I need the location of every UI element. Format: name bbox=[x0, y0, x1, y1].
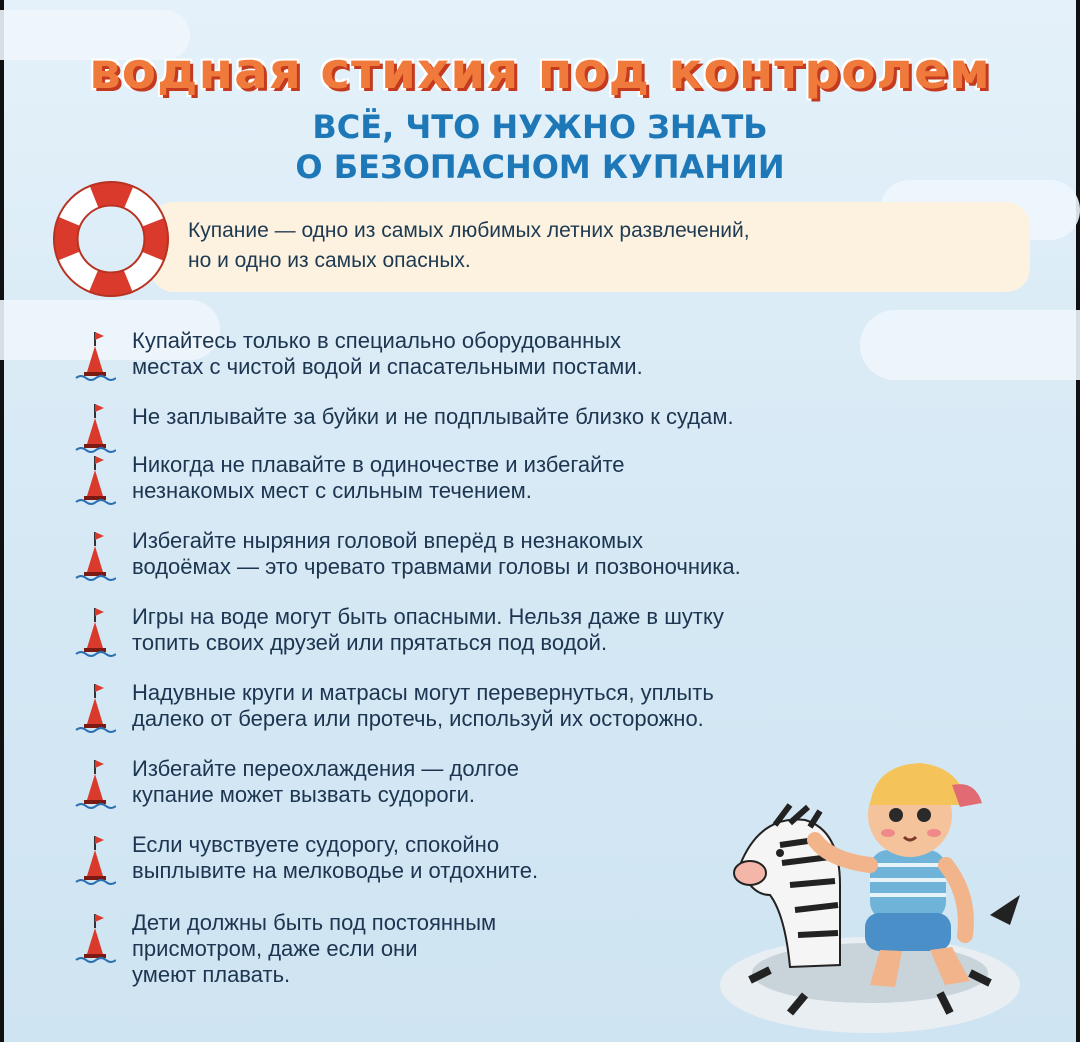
rule-text bbox=[132, 452, 952, 504]
lifebuoy-icon bbox=[52, 180, 170, 298]
rule-line: выплывите на мелководье и отдохните. bbox=[132, 858, 539, 883]
rule-line: Если чувствуете судорогу, спокойно bbox=[132, 832, 500, 857]
rule-line: присмотром, даже если они bbox=[132, 936, 418, 961]
rule-line: местах с чистой водой и спасательными постами. bbox=[132, 354, 643, 379]
intro-line: но и одно из самых опасных. bbox=[188, 249, 471, 272]
rule-line: Игры на воде могут быть опасными. Нельзя даже в шутку bbox=[132, 604, 724, 629]
buoy-icon bbox=[74, 452, 116, 508]
rule-line: водоёмах — это чревато травмами головы и позвоночника. bbox=[132, 554, 741, 579]
poster-subtitle-line1: ВСЁ, ЧТО НУЖНО ЗНАТЬ bbox=[312, 108, 768, 146]
rule-line: умеют плавать. bbox=[132, 962, 291, 987]
rule-line: далеко от берега или протечь, используй их осторожно. bbox=[132, 706, 704, 731]
rule-line: Купайтесь только в специально оборудованных bbox=[132, 328, 622, 353]
buoy-icon bbox=[74, 604, 116, 660]
buoy-icon bbox=[74, 528, 116, 584]
buoy-icon bbox=[74, 756, 116, 812]
buoy-icon bbox=[74, 910, 116, 966]
rule-line: Никогда не плавайте в одиночестве и избегайте bbox=[132, 452, 625, 477]
rule-text bbox=[132, 528, 952, 580]
rule-text bbox=[132, 604, 952, 656]
rule-text bbox=[132, 404, 952, 430]
kid-on-zebra-ring-illustration bbox=[720, 745, 1040, 1035]
rule-line: Надувные круги и матрасы могут перевернуться, уплыть bbox=[132, 680, 714, 705]
rule-line: купание может вызвать судороги. bbox=[132, 782, 475, 807]
rule-line: Избегайте ныряния головой вперёд в незнакомых bbox=[132, 528, 643, 553]
rule-line: Избегайте переохлаждения — долгое bbox=[132, 756, 519, 781]
buoy-icon bbox=[74, 328, 116, 384]
intro-text bbox=[188, 216, 1008, 276]
buoy-icon bbox=[74, 680, 116, 736]
poster-subtitle-line2: О БЕЗОПАСНОМ КУПАНИИ bbox=[295, 148, 785, 186]
rule-text bbox=[132, 680, 952, 732]
rule-line: незнакомых мест с сильным течением. bbox=[132, 478, 532, 503]
rule-line: Не заплывайте за буйки и не подплывайте близко к судам. bbox=[132, 404, 734, 429]
intro-line: Купание — одно из самых любимых летних развлечений, bbox=[188, 219, 750, 242]
buoy-icon bbox=[74, 832, 116, 888]
poster-title: водная стихия под контролем bbox=[89, 42, 991, 100]
rule-line: Дети должны быть под постоянным bbox=[132, 910, 497, 935]
rule-line: топить своих друзей или прятаться под водой. bbox=[132, 630, 608, 655]
rule-text bbox=[132, 328, 952, 380]
buoy-icon bbox=[74, 400, 116, 456]
